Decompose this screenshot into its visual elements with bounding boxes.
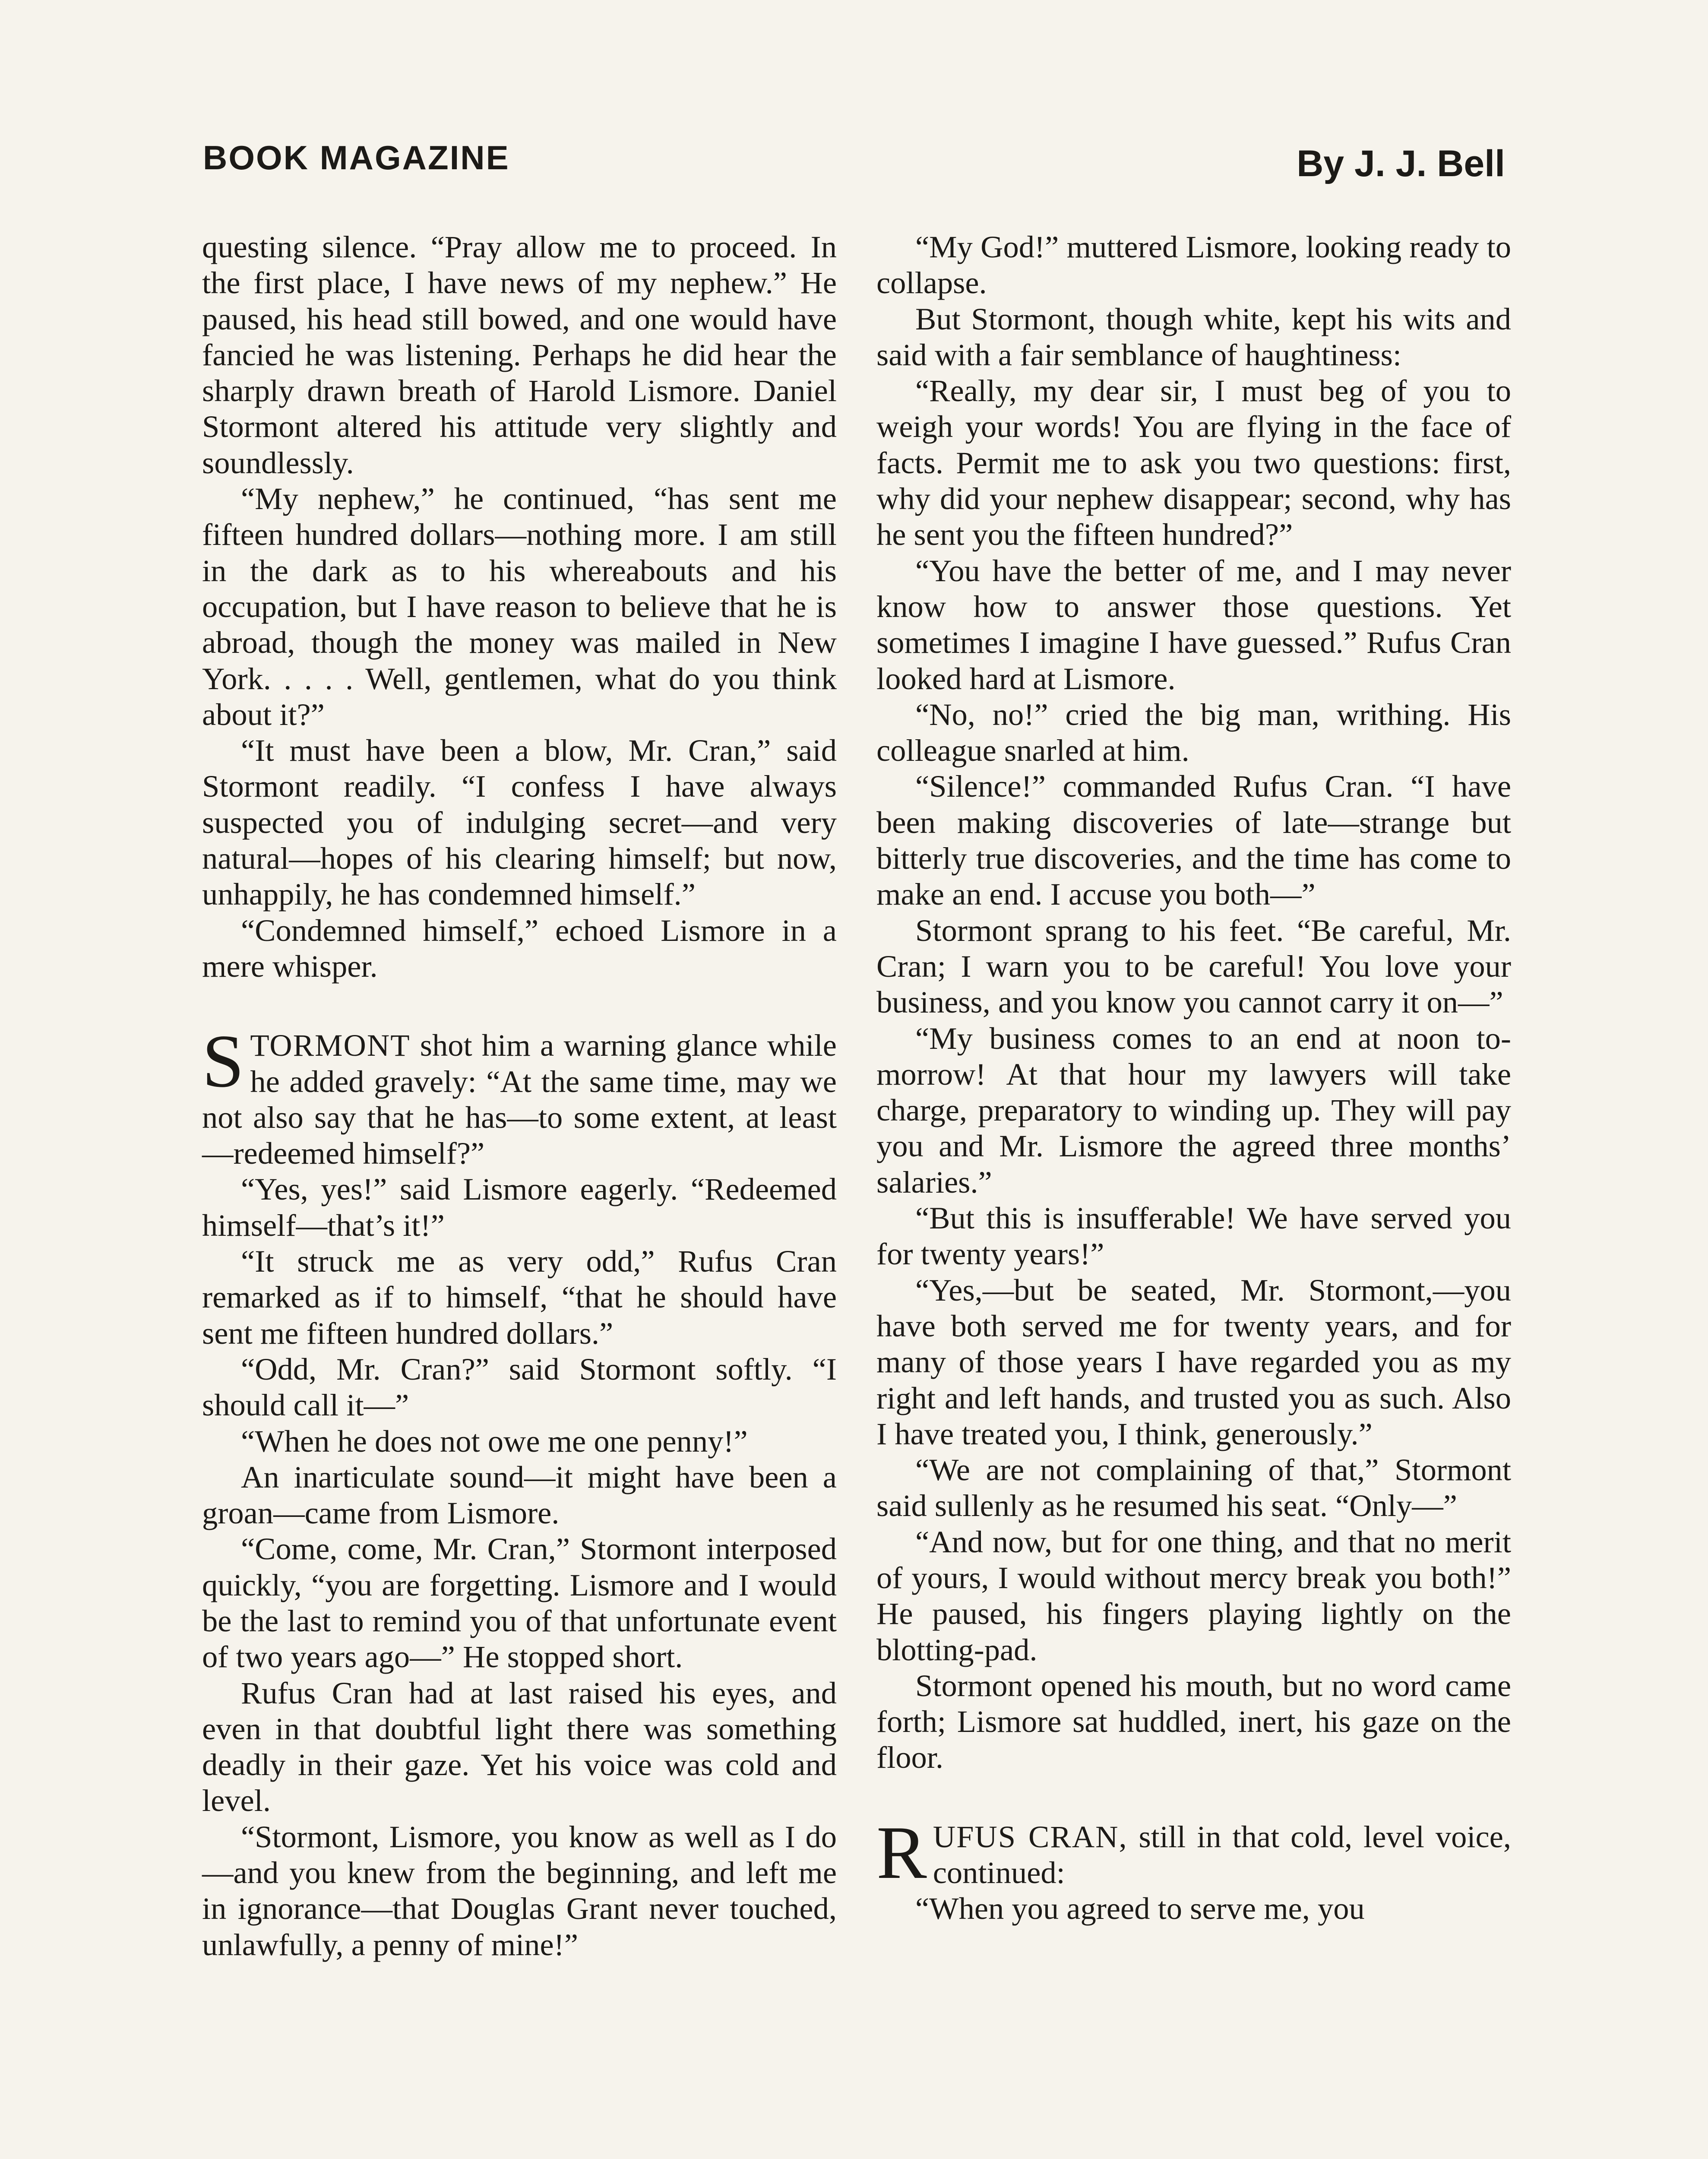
paragraph: “My God!” muttered Lismore, looking ready to collapse. (876, 229, 1511, 301)
paragraph: “When you agreed to serve me, you (915, 1891, 1365, 1926)
paragraph: “Yes,—but be seated, Mr. Stormont,—you have both served me for twenty years, and for many of those years I have regarded you as my right and left hands, and trusted you as such. Also I have treated you, I think, generously.” (876, 1272, 1511, 1451)
author-byline: By J. J. Bell (1297, 143, 1505, 184)
paragraph: An inarticulate sound—it might have been a groan—came from Lismore. (202, 1459, 837, 1531)
paragraph: Stormont sprang to his feet. “Be careful, Mr. Cran; I warn you to be careful! You love your business, and you know you cannot carry it on—” (876, 912, 1511, 1020)
section-lead-paragraph (876, 1810, 1511, 1894)
paragraph: Rufus Cran had at last raised his eyes, and even in that doubtful light there was something deadly in their gaze. Yet his voice was cold and level. (202, 1675, 837, 1818)
section-break (202, 984, 837, 1027)
paragraph: “Stormont, Lismore, you know as well as I do—and you knew from the beginning, and left me in ignorance—that Douglas Grant never touched, unlawfully, a penny of mine!” (202, 1819, 837, 1962)
paragraph: “And now, but for one thing, and that no merit of yours, I would without mercy break you both!” He paused, his fingers playing lightly on the blotting-pad. (876, 1524, 1511, 1667)
paragraph: “We are not complaining of that,” Stormont said sullenly as he resumed his seat. “Only—” (876, 1452, 1511, 1523)
drop-cap: R (876, 1810, 927, 1894)
paragraph: Stormont opened his mouth, but no word came forth; Lismore sat huddled, inert, his gaze on the floor. (876, 1668, 1511, 1775)
paragraph: “Silence!” commanded Rufus Cran. “I have been making discoveries of late—strange but bitterly true discoveries, and the time has come to make an end. I accuse you both—” (876, 769, 1511, 912)
paragraph: “My nephew,” he continued, “has sent me fifteen hundred dollars—nothing more. I am still in the dark as to his whereabouts and his occupation, but I have reason to believe that he is abroad, though the money was mailed in New York. . . . . Well, gentlemen, what do you think about it?” (202, 481, 837, 732)
paragraph: “Condemned himself,” echoed Lismore in a mere whisper. (202, 912, 837, 984)
publication-title: BOOK MAGAZINE (203, 139, 510, 177)
right-column (876, 229, 1511, 1927)
paragraph: “When he does not owe me one penny!” (241, 1423, 748, 1459)
lead-text: shot him a warning glance while he added gravely: “At the same time, may we not also say that he has—to some extent, at least—redeemed himself?” (202, 1028, 837, 1171)
paragraph: “It must have been a blow, Mr. Cran,” said Stormont readily. “I confess I have always suspected you of indulging secret—and very natural—hopes of his clearing himself; but now, unhappily, he has condemned himself.” (202, 733, 837, 912)
paragraph: “Really, my dear sir, I must beg of you to weigh your words! You are flying in the face of facts. Permit me to ask you two questions: first, why did your nephew disappear; second, why has he sent you the fifteen hundred?” (876, 373, 1511, 552)
paragraph: “But this is insufferable! We have served you for twenty years!” (876, 1200, 1511, 1272)
paragraph: “Come, come, Mr. Cran,” Stormont interposed quickly, “you are forgetting. Lismore and I would be the last to remind you of that unfortunate event of two years ago—” He stopped short. (202, 1531, 837, 1675)
paragraph: “Yes, yes!” said Lismore eagerly. “Redeemed himself—that’s it!” (202, 1171, 837, 1243)
lead-small-caps: UFUS CRAN, (933, 1819, 1128, 1854)
section-break (876, 1776, 1511, 1819)
paragraph: “It struck me as very odd,” Rufus Cran remarked as if to himself, “that he should have sent me fifteen hundred dollars.” (202, 1244, 837, 1351)
paragraph: “Odd, Mr. Cran?” said Stormont softly. “I should call it—” (202, 1351, 837, 1423)
paragraph: questing silence. “Pray allow me to proceed. In the first place, I have news of my nephew.” He paused, his head still bowed, and one would have fancied he was listening. Perhaps he did hear the sharply drawn breath of Harold Lismore. Daniel Stormont altered his attitude very slightly and soundlessly. (202, 229, 837, 480)
drop-cap: S (202, 1019, 244, 1103)
paragraph: “My business comes to an end at noon to-morrow! At that hour my lawyers will take charge, preparatory to winding up. They will pay you and Mr. Lismore the agreed three months’ salaries.” (876, 1020, 1511, 1200)
lead-text: still in that cold, level voice, continued: (933, 1819, 1511, 1890)
lead-small-caps: TORMONT (250, 1028, 411, 1063)
left-column (202, 229, 837, 1963)
paragraph: “No, no!” cried the big man, writhing. His colleague snarled at him. (876, 696, 1511, 768)
paragraph: “You have the better of me, and I may never know how to answer those questions. Yet sometimes I imagine I have guessed.” Rufus Cran looked hard at Lismore. (876, 553, 1511, 696)
paragraph: But Stormont, though white, kept his wits and said with a fair semblance of haughtiness: (876, 301, 1511, 372)
section-lead-paragraph (202, 1019, 837, 1171)
